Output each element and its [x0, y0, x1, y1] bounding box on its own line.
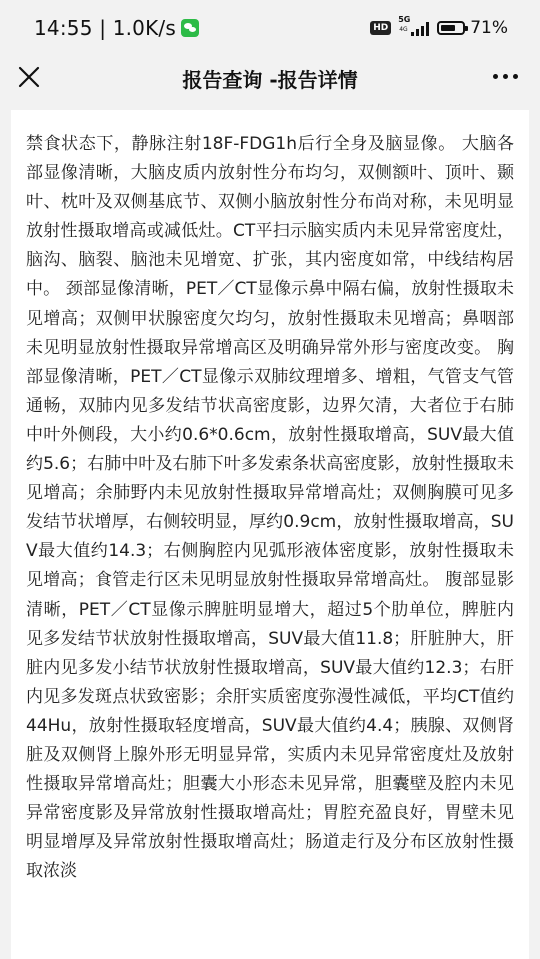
hd-badge: HD — [370, 21, 391, 35]
signal-bar — [421, 26, 424, 36]
status-right — [370, 15, 508, 38]
battery-fill — [441, 25, 455, 31]
battery-icon — [437, 21, 465, 35]
more-dot — [513, 74, 518, 79]
battery-percent: 71% — [470, 18, 508, 38]
signal-bar — [416, 29, 419, 36]
time-network-speed: 14:55 | 1.0K/s — [34, 16, 176, 40]
signal-icon — [398, 15, 429, 36]
more-icon[interactable] — [488, 74, 518, 79]
more-dot — [503, 74, 508, 79]
signal-bar — [411, 32, 414, 36]
status-left — [34, 16, 199, 40]
network-sub-label: 4G — [399, 26, 408, 33]
more-dot — [493, 74, 498, 79]
page-title: 报告查询 -报告详情 — [182, 68, 358, 92]
signal-bar — [426, 22, 429, 36]
nav-bar — [0, 58, 540, 110]
status-bar — [0, 0, 540, 58]
network-type-label: 5G — [398, 15, 411, 24]
report-findings-text: 禁食状态下，静脉注射18F-FDG1h后行全身及脑显像。 大脑各部显像清晰，大脑皮质内放射性分布均匀，双侧额叶、顶叶、颞叶、枕叶及双侧基底节、双侧小脑放射性分布尚对称，未见明显放射性摄取增高或减低灶。CT平扫示脑实质内未见异常密度灶，脑沟、脑裂、脑池未见增宽、扩张，其内密度如常，中线结构居中。 颈部显像清晰，PET／CT显像示鼻中隔右偏，放射性摄取未见增高；双侧甲状腺密度欠均匀，放射性摄取未见增高；鼻咽部未见明显放射性摄取异常增高区及明确异常外形与密度改变。 胸部显像清晰，PET／CT显像示双肺纹理增多、增粗，气管支气管通畅，双肺内见多发结节状高密度影，边界欠清，大者位于右肺中叶外侧段，大小约0.6*0.6cm，放射性摄取增高，SUV最大值约5.6；右肺中叶及右肺下叶多发索条状高密度影，放射性摄取未见增高；余肺野内未见放射性摄取异常增高灶；双侧胸膜可见多发结节状增厚，右侧较明显，厚约0.9cm，放射性摄取增高，SUV最大值约14.3；右侧胸腔内见弧形液体密度影，放射性摄取未见增高；食管走行区未见明显放射性摄取异常增高灶。 腹部显影清晰，PET／CT显像示脾脏明显增大，超过5个肋单位，脾脏内见多发结节状放射性摄取增高，SUV最大值11.8；肝脏肿大，肝脏内见多发小结节状放射性摄取增高，SUV最大值约12.3；右肝内见多发斑点状致密影；余肝实质密度弥漫性减低，平均CT值约44Hu，放射性摄取轻度增高，SUV最大值约4.4；胰腺、双侧肾脏及双侧肾上腺外形无明显异常，实质内未见异常密度灶及放射性摄取异常增高灶；胆囊大小形态未见异常，胆囊壁及腔内未见异常密度影及异常放射性摄取增高灶；胃腔充盈良好，胃壁未见明显增厚及异常放射性摄取增高灶；肠道走行及分布区放射性摄取浓淡 — [26, 134, 514, 882]
report-card[interactable] — [11, 110, 529, 959]
wechat-icon — [181, 19, 199, 37]
